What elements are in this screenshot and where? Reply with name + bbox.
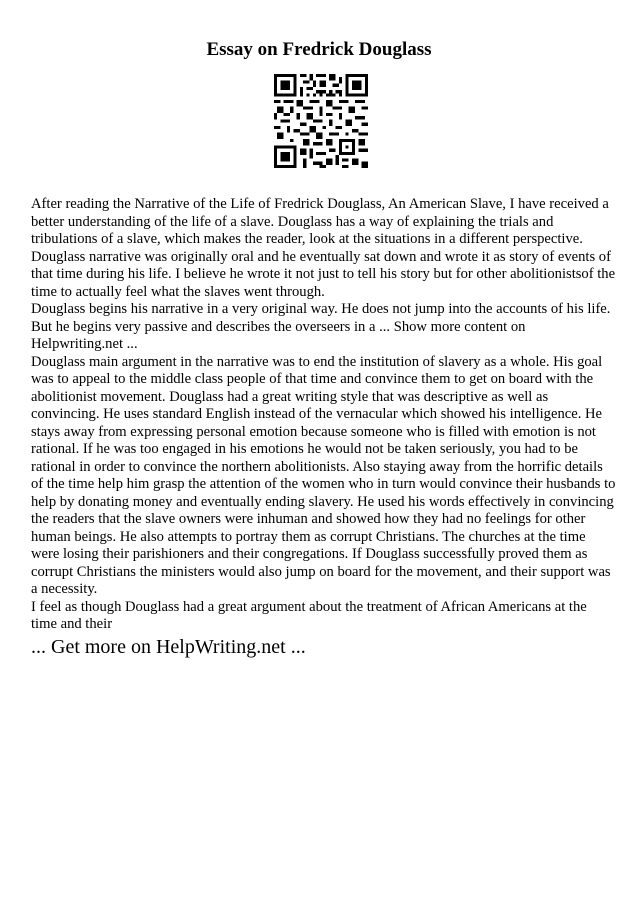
paragraph-argument: Douglass main argument in the narrative was to end the institution of slavery as a whole. His goal was to appeal to the middle class people of that time and convince them to get on board with the abolitionist movement. Douglass had a great writing style that was descriptive as well as convincing. He uses standard English instead of the vernacular which showed his intelligence. He stays away from expressing personal emotion because someone who is filled with emotion is not rational. If he was too engaged in his emotions he would not be taken seriously, you had to be rational in order to convince the northern abolitionists. Also staying away from the horrific details of the time help him grasp the attention of the women who in turn would convince their husbands to help by donating money and eventually ending slavery. He used his words effectively in convincing the readers that the slave owners were inhuman and showed how they had no feelings for other human beings. He also attempts to portray them as corrupt Christians. The churches at the time were losing their parishioners and their congregations. If Douglass successfully proved them as corrupt Christians the ministers would also jump on board for the movement, and their support was a necessity.: [31, 353, 616, 597]
paragraph-conclusion: I feel as though Douglass had a great argument about the treatment of African Americans at the time and their: [31, 598, 587, 632]
document-title: Essay on Fredrick Douglass: [206, 39, 432, 60]
essay-body: [31, 196, 616, 634]
paragraph-beginning: Douglass begins his narrative in a very original way. He does not jump into the accounts of his life. But he begins very passive and describes the overseers in a ... Show more content on Helpwriting.net ...: [31, 301, 611, 352]
qr-code-icon: [274, 74, 368, 168]
get-more-link[interactable]: ... Get more on HelpWriting.net ...: [31, 636, 306, 658]
paragraph-intro: After reading the Narrative of the Life of Fredrick Douglass, An American Slave, I have received a better understanding of the life of a slave. Douglass has a way of explaining the trials and tribulations of a slave, which makes the reader, look at the situations in a different perspective. Douglass narrative was originally oral and he eventually sat down and wrote it as story of events of that time during his life. I believe he wrote it not just to tell his story but for other abolitionistsof the time to actually feel what the slaves went through.: [31, 196, 616, 300]
